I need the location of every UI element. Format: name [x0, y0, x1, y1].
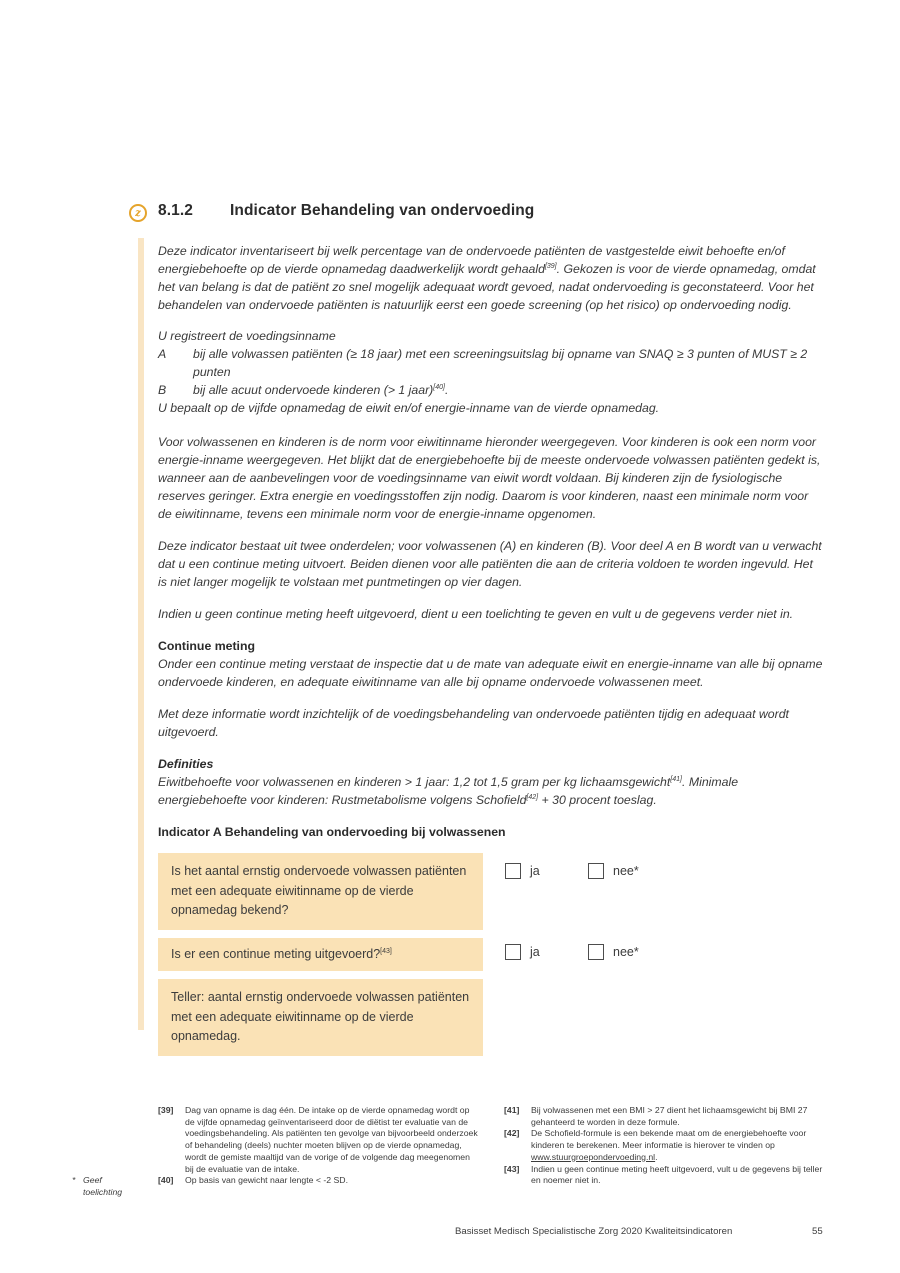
q1-nee-option — [588, 862, 639, 880]
footnote-42-before: De Schofield-formule is een bekende maat om de energiebehoefte voor kinderen te berekenen. Meer informatie is hierover te vinden op — [531, 1128, 807, 1151]
q1-ja-label: ja — [530, 864, 540, 878]
margin-note-line1: Geef — [83, 1175, 102, 1185]
intro-text: Deze indicator inventariseert bij welk percentage van de ondervoede patiënten de vastgestelde eiwit behoefte en/of energiebehoefte op de vierde opnamedag daadwerkelijk wordt gehaald — [158, 244, 785, 276]
definities-heading: Definities — [158, 757, 214, 771]
form-row-q2 — [158, 938, 825, 972]
indicator-a-heading: Indicator A Behandeling van ondervoeding bij volwassenen — [158, 825, 506, 839]
footnote-40-text: Op basis van gewicht naar lengte < -2 SD. — [185, 1175, 348, 1186]
footnote-43-text: Indien u geen continue meting heeft uitgevoerd, vult u de gegevens bij teller en noemer niet in. — [531, 1163, 823, 1186]
q2-ja-label: ja — [530, 944, 540, 959]
footnote-41-text: Bij volwassenen met een BMI > 27 dient het lichaamsgewicht bij BMI 27 gehanteerd te worden in deze formule. — [531, 1105, 808, 1127]
question-2-text: Is er een continue meting uitgevoerd? — [171, 946, 381, 961]
footnote-43 — [504, 1164, 826, 1187]
footnote-41-number: [41] — [504, 1105, 520, 1115]
footnote-42 — [504, 1128, 826, 1163]
onderdelen-paragraph: Deze indicator bestaat uit twee onderdelen; voor volwassenen (A) en kinderen (B). Voor deel A en B wordt van u verwacht dat u een continue meting uitvoert. Beiden dienen voor alle patiënten die aan de criteria voldoen te worden ingevuld. Het is niet langer mogelijk te volstaan met puntmetingen op vier dagen. — [158, 539, 822, 589]
footer-title: Basisset Medisch Specialistische Zorg 2020 Kwaliteitsindicatoren — [455, 1226, 733, 1237]
q2-ja-option — [505, 943, 540, 961]
registration-intro: U registreert de voedingsinname — [158, 329, 336, 343]
footnotes-right-column — [504, 1105, 826, 1187]
item-b-text — [193, 381, 448, 399]
item-b-before: bij alle acuut ondervoede kinderen (> 1 jaar) — [193, 383, 434, 397]
footnote-43-number: [43] — [504, 1163, 520, 1174]
q2-nee-label: nee* — [613, 944, 639, 959]
footnote-39-number: [39] — [158, 1105, 174, 1115]
definities-part2: . Minimale energiebehoefte voor kinderen: Rustmetabolisme volgens Schofield — [158, 775, 739, 807]
stuurgroep-link[interactable]: www.stuurgroepondervoeding.nl — [531, 1151, 656, 1162]
teller-box: Teller: aantal ernstig ondervoede volwassen patiënten met een adequate eiwitinname op de vierde opnamedag. — [158, 979, 483, 1056]
footnote-ref-43: [43] — [380, 947, 392, 955]
margin-note — [72, 1175, 147, 1198]
footnote-42-after: . — [655, 1151, 658, 1162]
footnotes-left-column — [158, 1105, 480, 1187]
registration-item-a — [158, 345, 825, 381]
footnotes-section — [158, 1105, 826, 1187]
item-a-label: A — [158, 347, 167, 361]
margin-note-line2: toelichting — [83, 1186, 123, 1197]
norm-paragraph: Voor volwassenen en kinderen is de norm voor eiwitinname hieronder weergegeven. Voor kinderen is ook een norm voor energie-inname weergegeven. Het blijkt dat de energiebehoefte bij de meeste ondervoede volwassen patiënten gedekt is, wanneer aan de aanbevelingen voor de voedingsinname van eiwit wordt voldaan. Bij kinderen zijn de fysiologische reserves geringer. Extra energie en voedingsstoffen zijn nodig. Daarom is voor kinderen, naast een minimale norm voor de eiwitinname, tevens een minimale norm voor de energie-inname opgenomen. — [158, 435, 821, 521]
page-number: 55 — [812, 1226, 823, 1237]
definities-part3: + 30 procent toeslag. — [538, 793, 657, 807]
intro-text-cont: . Gekozen is voor de vierde opnamedag, omdat het van belang is dat de patiënt zo snel mogelijk adequaat wordt gevoed, nadat ondervoeding is geconstateerd. Voor het behandelen van ondervoede patiënten is natuurlijk eerst een goede screening (op het risico) op ondervoeding nodig. — [158, 262, 816, 312]
q1-ja-checkbox[interactable] — [505, 863, 521, 879]
toelichting-paragraph: Indien u geen continue meting heeft uitgevoerd, dient u een toelichting te geven en vult u de gegevens verder niet in. — [158, 607, 794, 621]
footnote-42-number: [42] — [504, 1128, 520, 1139]
registration-item-b — [158, 381, 825, 399]
footnote-41 — [504, 1105, 826, 1128]
footnote-ref-42: [42] — [526, 793, 539, 801]
footnote-ref-40: [40] — [433, 383, 445, 391]
page-title: Indicator Behandeling van ondervoeding — [230, 202, 535, 219]
item-a-text: bij alle volwassen patiënten (≥ 18 jaar) met een screeningsuitslag bij opname van SNAQ ≥ 3 punten of MUST ≥ 2 punten — [193, 347, 808, 379]
form-row-q1 — [158, 853, 825, 930]
q2-nee-checkbox[interactable] — [588, 944, 604, 960]
footnote-39 — [158, 1105, 480, 1175]
form-row-teller — [158, 979, 825, 1056]
margin-note-text — [83, 1175, 122, 1198]
q2-ja-checkbox[interactable] — [505, 944, 521, 960]
footnote-39-text: Dag van opname is dag één. De intake op de vierde opnamedag wordt op de vijfde opnamedag geïnventariseerd door de diëtist ter evaluatie van de voedingsbehandeling. Als patiënten ten gevolge van bijvoorbeeld onderzoek of behandeling (deels) nuchter moeten blijven op de vierde opnamedag, wordt de gemiste maaltijd van de vorige of de volgende dag meegenomen bij de evaluatie van de intake. — [185, 1105, 478, 1174]
item-b-label: B — [158, 383, 167, 397]
footnote-ref-41: [41] — [670, 775, 683, 783]
z-badge-icon: z — [129, 204, 147, 222]
footnote-40-number: [40] — [158, 1175, 174, 1186]
question-2-box — [158, 938, 483, 972]
footnote-40 — [158, 1175, 480, 1187]
item-b-after: . — [444, 383, 449, 397]
section-heading — [158, 202, 534, 220]
q1-nee-label: nee* — [613, 864, 639, 878]
registration-block — [158, 327, 825, 417]
registration-outro: U bepaalt op de vijfde opnamedag de eiwit en/of energie-inname van de vierde opnamedag. — [158, 401, 660, 415]
definities-part1: Eiwitbehoefte voor volwassenen en kinderen > 1 jaar: 1,2 tot 1,5 gram per kg lichaamsgewicht — [158, 775, 671, 789]
main-content — [158, 242, 825, 1064]
section-number: 8.1.2 — [158, 202, 193, 219]
q2-nee-option — [588, 943, 639, 961]
q1-nee-checkbox[interactable] — [588, 863, 604, 879]
question-1-box: Is het aantal ernstig ondervoede volwassen patiënten met een adequate eiwitinname op de vierde opnamedag bekend? — [158, 853, 483, 930]
continue-meting-p1: Onder een continue meting verstaat de inspectie dat u de mate van adequate eiwit en energie-inname van alle bij opname ondervoede kinderen, en adequate eiwitinname van alle bij opname ondervoede volwassenen meet. — [158, 657, 823, 689]
definities-paragraph — [158, 773, 825, 809]
intro-paragraph — [158, 242, 825, 314]
footnote-ref-39: [39] — [544, 262, 557, 270]
accent-bar — [138, 238, 144, 1030]
continue-meting-heading: Continue meting — [158, 639, 256, 653]
footnote-42-text — [531, 1128, 826, 1163]
margin-note-star: * — [72, 1175, 76, 1185]
q1-ja-option — [505, 862, 540, 880]
continue-meting-p2: Met deze informatie wordt inzichtelijk of de voedingsbehandeling van ondervoede patiënten tijdig en adequaat wordt uitgevoerd. — [158, 707, 789, 739]
